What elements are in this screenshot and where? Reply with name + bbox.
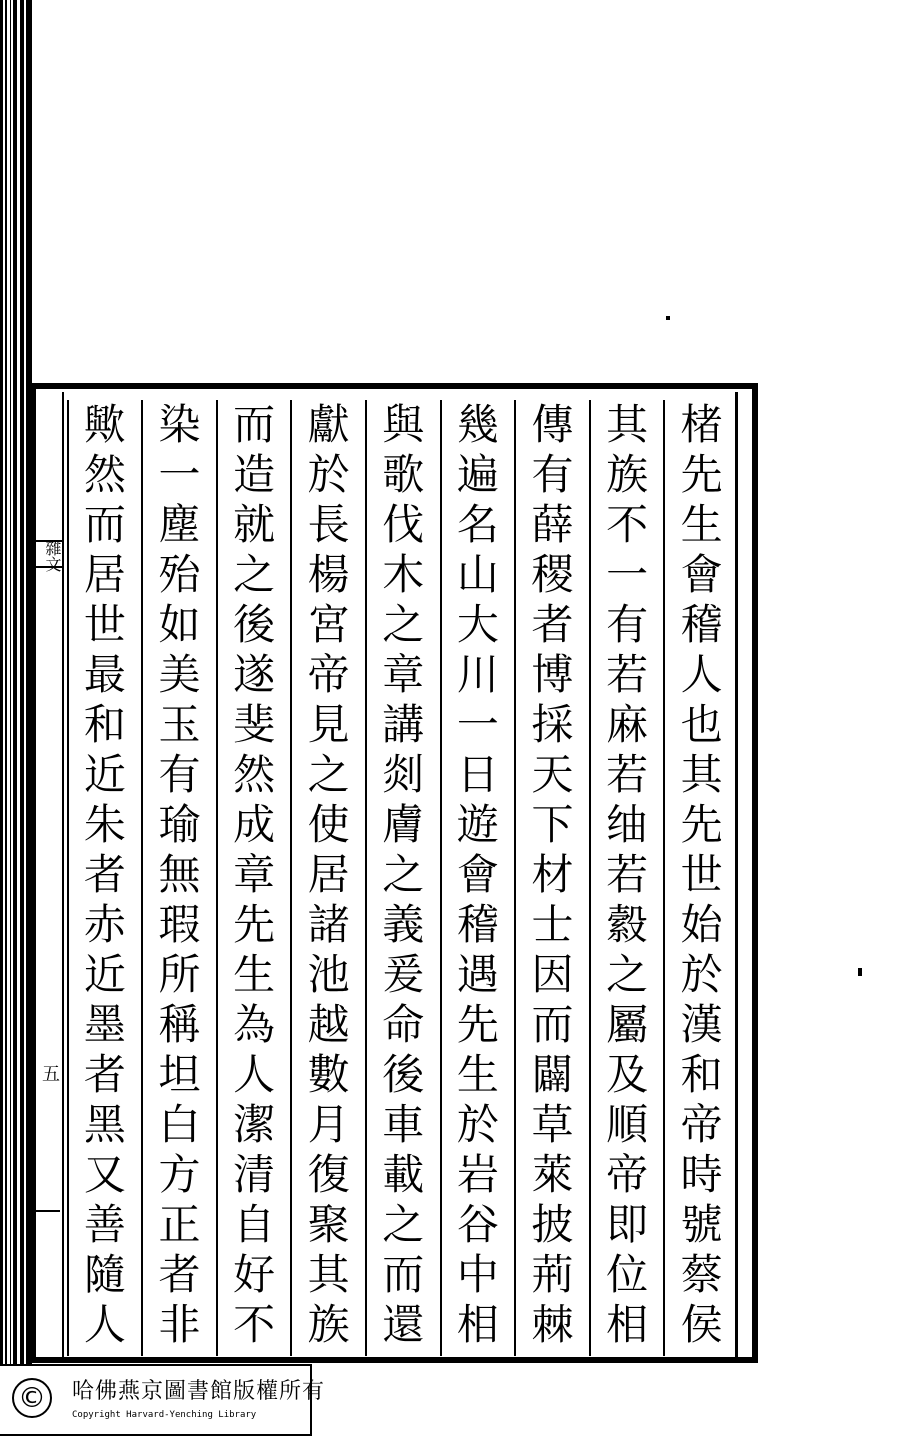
character: 帝 [606,1150,649,1199]
character: 位 [606,1250,649,1299]
text-column [514,400,589,1356]
character: 萊 [531,1150,574,1199]
character: 朱 [83,800,126,849]
character: 居 [83,550,126,599]
character: 屬 [606,1000,649,1049]
character: 非 [158,1300,201,1349]
character: 其 [307,1250,350,1299]
character: 美 [158,650,201,699]
character: 下 [531,800,574,849]
character: 斐 [233,700,276,749]
character: 者 [158,1250,201,1299]
character: 先 [680,800,723,849]
character: 稱 [158,1000,201,1049]
character: 見 [307,700,350,749]
character: 採 [531,700,574,749]
character: 大 [456,600,499,649]
character: 染 [158,400,201,449]
character: 也 [680,700,723,749]
character: 月 [307,1100,350,1149]
character: 不 [233,1300,276,1349]
character: 而 [83,500,126,549]
text-column [589,400,664,1356]
character: 義 [382,900,425,949]
character: 天 [531,750,574,799]
character: 池 [307,950,350,999]
character: 麻 [606,700,649,749]
character: 一 [158,450,201,499]
character: 日 [456,750,499,799]
character: 而 [531,1000,574,1049]
character: 傳 [531,400,574,449]
character: 玉 [158,700,201,749]
character: 成 [233,800,276,849]
character: 之 [307,750,350,799]
character: 因 [531,950,574,999]
character: 歟 [83,400,126,449]
text-column [663,400,738,1356]
character: 於 [307,450,350,499]
character: 遇 [456,950,499,999]
text-column [440,400,515,1356]
character: 章 [233,850,276,899]
character: 䌷 [606,800,649,849]
character: 為 [233,1000,276,1049]
character: 一 [456,700,499,749]
character: 於 [680,950,723,999]
character: 及 [606,1050,649,1099]
character: 瑜 [158,800,201,849]
character: 之 [233,550,276,599]
text-column [290,400,365,1356]
character: 幾 [456,400,499,449]
character: 白 [158,1100,201,1149]
margin-mark [30,1210,60,1212]
character: 士 [531,900,574,949]
character: 近 [83,950,126,999]
character: 潔 [233,1100,276,1149]
character: 侯 [680,1300,723,1349]
character: 殆 [158,550,201,599]
character: 會 [456,850,499,899]
character: 先 [456,1000,499,1049]
character: 於 [456,1100,499,1149]
character: 披 [531,1200,574,1249]
character: 闢 [531,1050,574,1099]
character: 稷 [531,550,574,599]
character: 生 [233,950,276,999]
character: 諸 [307,900,350,949]
character: 然 [83,450,126,499]
text-column [216,400,291,1356]
character: 號 [680,1200,723,1249]
character: 膚 [382,800,425,849]
character: 獻 [307,400,350,449]
speck [666,316,670,320]
character: 還 [382,1300,425,1349]
character: 岩 [456,1150,499,1199]
character: 之 [382,1200,425,1249]
character: 楮 [680,400,723,449]
character: 會 [680,550,723,599]
character: 先 [680,450,723,499]
character: 川 [456,650,499,699]
character: 有 [158,750,201,799]
character: 正 [158,1200,201,1249]
character: 車 [382,1100,425,1149]
character: 縠 [606,900,649,949]
character: 若 [606,850,649,899]
character: 世 [680,850,723,899]
character: 人 [680,650,723,699]
character: 復 [307,1150,350,1199]
character: 者 [83,1050,126,1099]
copyright-english: Copyright Harvard-Yenching Library [72,1410,257,1420]
character: 之 [606,950,649,999]
character: 墨 [83,1000,126,1049]
character: 章 [382,650,425,699]
text-column [67,400,142,1356]
character: 中 [456,1250,499,1299]
character: 材 [531,850,574,899]
character: 若 [606,750,649,799]
character: 而 [233,400,276,449]
character: 就 [233,500,276,549]
character: 載 [382,1150,425,1199]
character: 善 [83,1200,126,1249]
character: 人 [83,1300,126,1349]
character: 名 [456,500,499,549]
character: 後 [233,600,276,649]
character: 清 [233,1150,276,1199]
character: 和 [83,700,126,749]
character: 有 [531,450,574,499]
character: 時 [680,1150,723,1199]
character: 後 [382,1050,425,1099]
character: 隨 [83,1250,126,1299]
character: 自 [233,1200,276,1249]
character: 蔡 [680,1250,723,1299]
character: 歌 [382,450,425,499]
character: 先 [233,900,276,949]
character: 近 [83,750,126,799]
character: 遊 [456,800,499,849]
character: 生 [456,1050,499,1099]
character: 遍 [456,450,499,499]
character: 楊 [307,550,350,599]
character: 赤 [83,900,126,949]
margin-label: 雜文 [43,540,62,572]
character: 有 [606,600,649,649]
character: 爰 [382,950,425,999]
character: 人 [233,1050,276,1099]
book-spine [0,0,32,1370]
character: 無 [158,850,201,899]
character: 帝 [680,1100,723,1149]
character: 其 [680,750,723,799]
character: 伐 [382,500,425,549]
character: 使 [307,800,350,849]
copyright-chinese: 哈佛燕京圖書館版權所有 [72,1379,326,1404]
character: 之 [382,600,425,649]
character: 相 [456,1300,499,1349]
margin-column [34,392,64,1360]
character: 然 [233,750,276,799]
character: 坦 [158,1050,201,1099]
character: 稽 [680,600,723,649]
character: 者 [531,600,574,649]
character: 與 [382,400,425,449]
character: 一 [606,550,649,599]
character: 始 [680,900,723,949]
character: 漢 [680,1000,723,1049]
character: 遂 [233,650,276,699]
character: 生 [680,500,723,549]
character: 造 [233,450,276,499]
character: 最 [83,650,126,699]
copyright-icon: © [12,1378,52,1418]
character: 好 [233,1250,276,1299]
character: 命 [382,1000,425,1049]
character: 棘 [531,1300,574,1349]
character: 谷 [456,1200,499,1249]
character: 不 [606,500,649,549]
character: 稽 [456,900,499,949]
character: 者 [83,850,126,899]
page-number: 五 [42,1064,60,1085]
character: 又 [83,1150,126,1199]
speck [858,968,862,976]
character: 帝 [307,650,350,699]
character: 博 [531,650,574,699]
character: 荊 [531,1250,574,1299]
character: 瑕 [158,900,201,949]
character: 若 [606,650,649,699]
character: 相 [606,1300,649,1349]
text-column [141,400,216,1356]
character: 講 [382,700,425,749]
character: 方 [158,1150,201,1199]
character: 數 [307,1050,350,1099]
character: 居 [307,850,350,899]
character: 世 [83,600,126,649]
character: 其 [606,400,649,449]
character: 山 [456,550,499,599]
character: 族 [606,450,649,499]
character: 黑 [83,1100,126,1149]
character: 族 [307,1300,350,1349]
character: 草 [531,1100,574,1149]
character: 長 [307,500,350,549]
character: 薛 [531,500,574,549]
character: 木 [382,550,425,599]
character: 聚 [307,1200,350,1249]
character: 剡 [382,750,425,799]
character: 所 [158,950,201,999]
character: 如 [158,600,201,649]
character: 塵 [158,500,201,549]
character: 和 [680,1050,723,1099]
character: 宮 [307,600,350,649]
character: 即 [606,1200,649,1249]
character: 之 [382,850,425,899]
text-column [365,400,440,1356]
character: 而 [382,1250,425,1299]
character: 順 [606,1100,649,1149]
character: 越 [307,1000,350,1049]
